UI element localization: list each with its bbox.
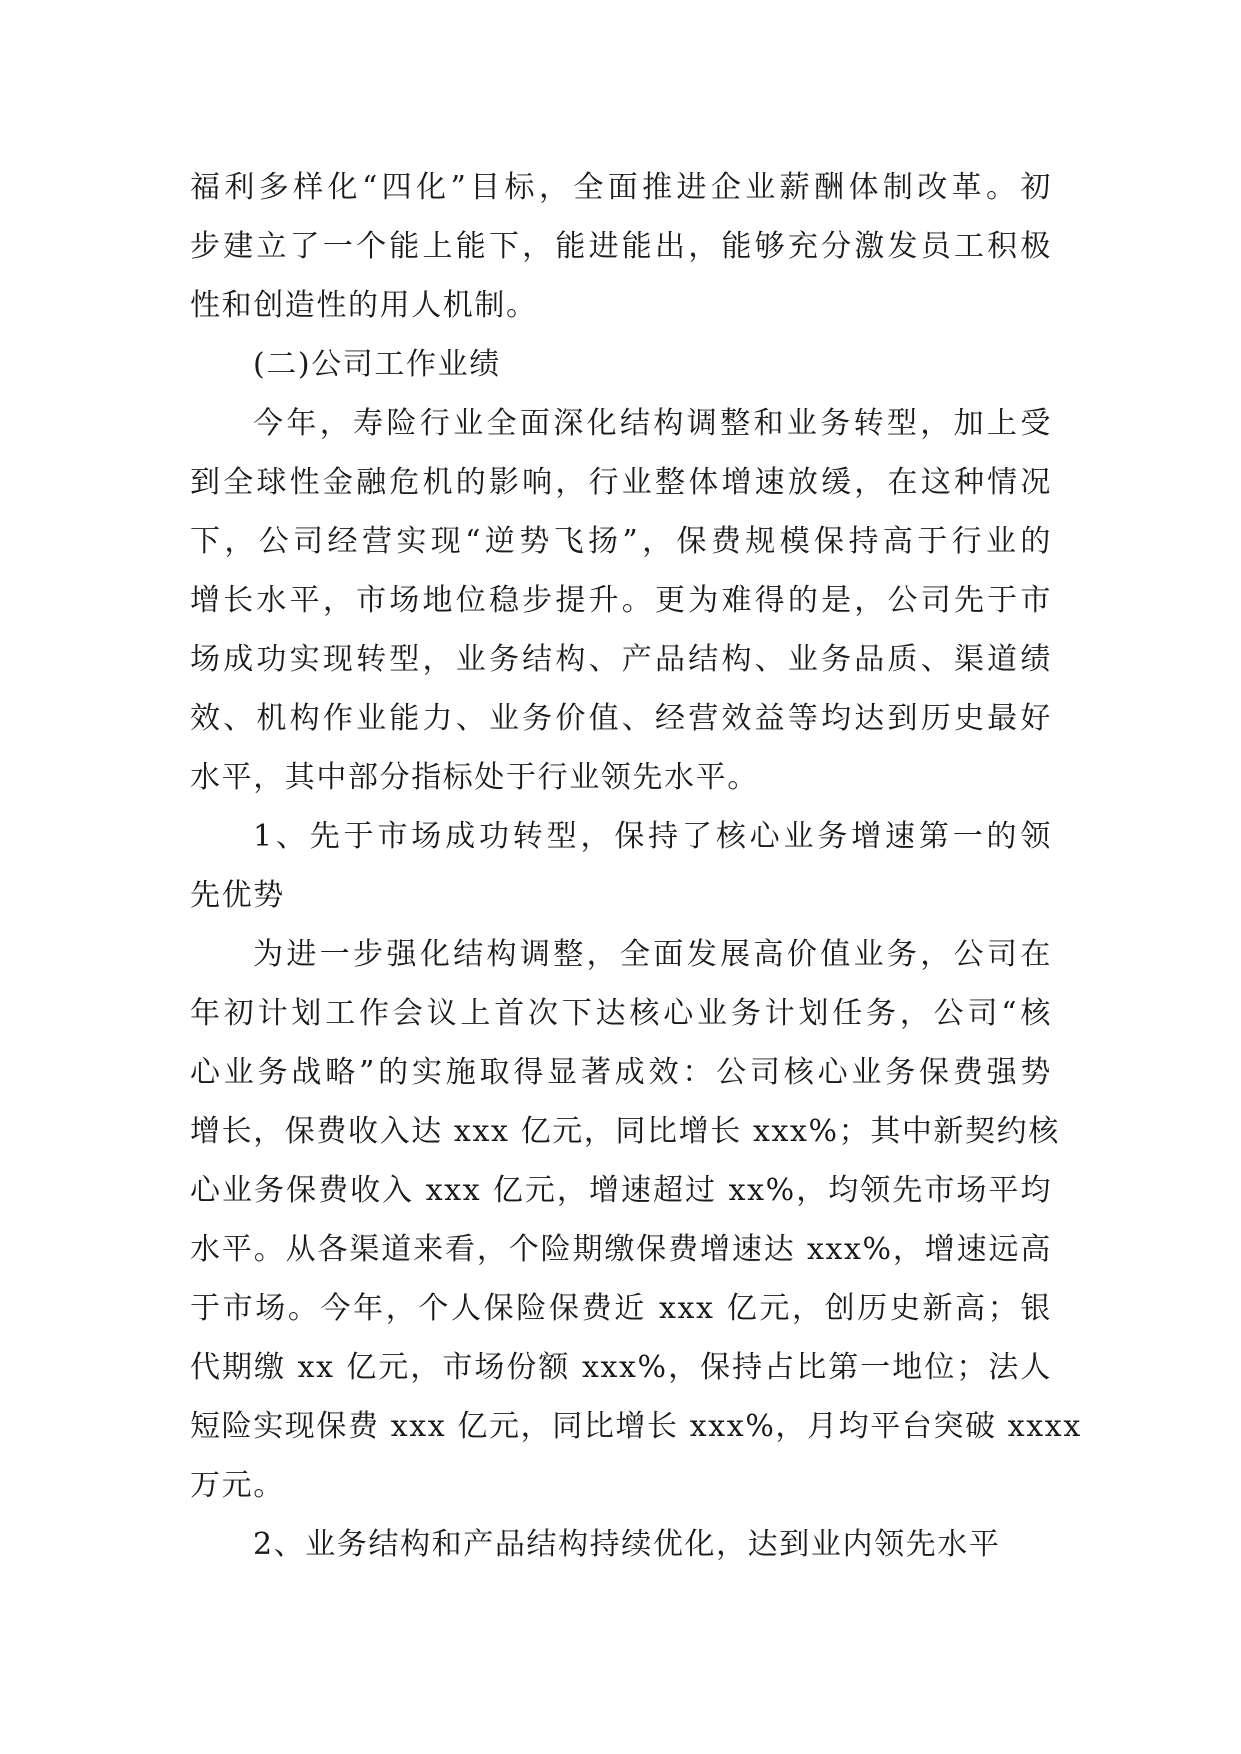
text-line: 代期缴 xx 亿元，市场份额 xxx%，保持占比第一地位；法人 — [190, 1350, 1052, 1385]
text-line: 年初计划工作会议上首次下达核心业务计划任务，公司“核 — [190, 996, 1052, 1031]
text-line: 心业务保费收入 xxx 亿元，增速超过 xx%，均领先市场平均 — [190, 1173, 1052, 1208]
text-line: 于市场。今年，个人保险保费近 xxx 亿元，创历史新高；银 — [190, 1291, 1052, 1326]
subsection-heading: 1、先于市场成功转型，保持了核心业务增速第一的领 — [253, 819, 1052, 854]
text-line: 水平。从各渠道来看，个险期缴保费增速达 xxx%，增速远高 — [190, 1232, 1052, 1267]
text-line: 水平，其中部分指标处于行业领先水平。 — [190, 760, 759, 795]
section-heading: (二)公司工作业绩 — [253, 347, 501, 382]
text-line: 场成功实现转型，业务结构、产品结构、业务品质、渠道绩 — [190, 642, 1052, 677]
text-line: 增长，保费收入达 xxx 亿元，同比增长 xxx%；其中新契约核 — [190, 1114, 1060, 1149]
text-line: 效、机构作业能力、业务价值、经营效益等均达到历史最好 — [190, 701, 1052, 736]
text-line: 万元。 — [190, 1468, 285, 1503]
text-line: 短险实现保费 xxx 亿元，同比增长 xxx%，月均平台突破 xxxx — [190, 1409, 1082, 1444]
text-line: 增长水平，市场地位稳步提升。更为难得的是，公司先于市 — [190, 583, 1052, 618]
paragraph-first-line: 为进一步强化结构调整，全面发展高价值业务，公司在 — [253, 937, 1052, 972]
document-page — [190, 158, 1082, 1574]
subsection-heading-continued: 先优势 — [190, 878, 285, 913]
text-line: 性和创造性的用人机制。 — [190, 288, 538, 323]
paragraph-first-line: 今年，寿险行业全面深化结构调整和业务转型，加上受 — [253, 406, 1052, 441]
text-line: 心业务战略”的实施取得显著成效：公司核心业务保费强势 — [190, 1055, 1052, 1090]
text-line: 下，公司经营实现“逆势飞扬”，保费规模保持高于行业的 — [190, 524, 1052, 559]
text-line: 步建立了一个能上能下，能进能出，能够充分激发员工积极 — [190, 229, 1052, 264]
text-line: 到全球性金融危机的影响，行业整体增速放缓，在这种情况 — [190, 465, 1052, 500]
subsection-heading: 2、业务结构和产品结构持续优化，达到业内领先水平 — [253, 1527, 1001, 1562]
text-line: 福利多样化“四化”目标，全面推进企业薪酬体制改革。初 — [190, 170, 1052, 205]
